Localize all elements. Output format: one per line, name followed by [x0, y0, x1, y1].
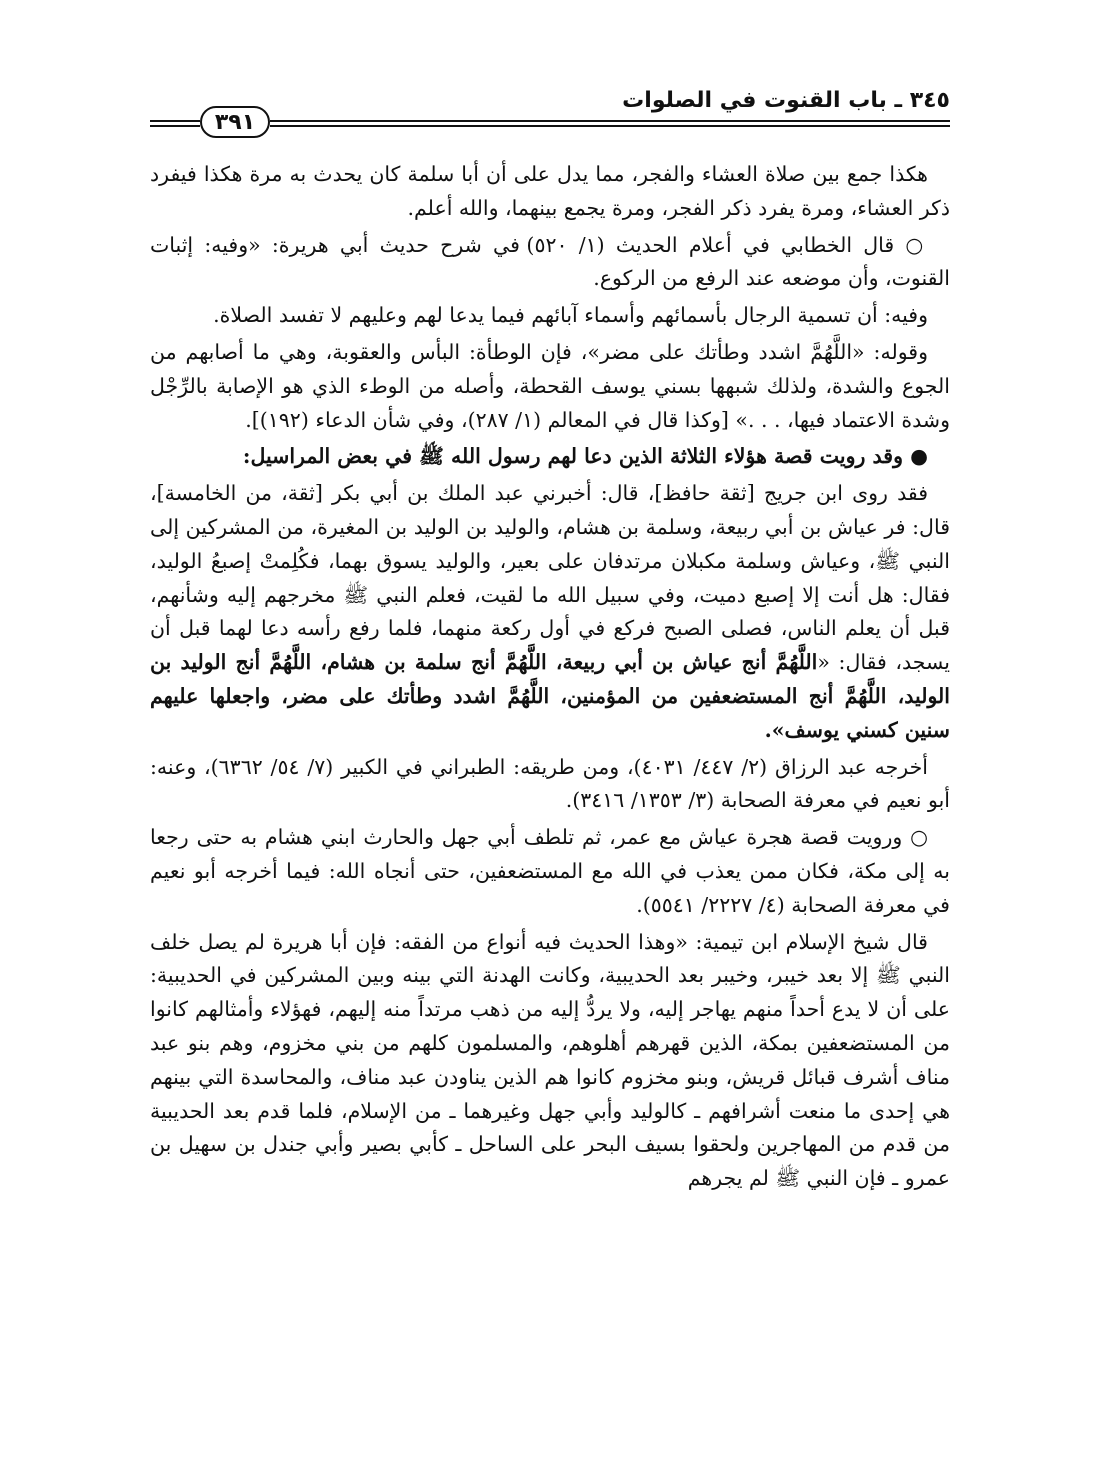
paragraph: ○ قال الخطابي في أعلام الحديث (١/ ٥٢٠) في شرح حديث أبي هريرة: «وفيه: إثبات القنوت، وأن موضعه عند الرفع من الركوع. — [150, 232, 950, 291]
header-rule — [270, 125, 950, 127]
paragraph — [150, 477, 950, 747]
paragraph: ○ ورويت قصة هجرة عياش مع عمر، ثم تلطف أبي جهل والحارث ابني هشام به حتى رجعا به إلى مكة، فكان ممن يعذب في الله مع المستضعفين، حتى أنجاه الله: فيما أخرجه أبو نعيم في معرفة الصحابة (٤/ ٢٢٢٧/ ٥٥٤١). — [150, 825, 950, 917]
header-rule — [150, 125, 200, 127]
paragraph: وفيه: أن تسمية الرجال بأسمائهم وأسماء آبائهم فيما يدعا لهم وعليهم لا تفسد الصلاة. — [213, 303, 928, 328]
header-rule — [270, 120, 950, 122]
page-header — [150, 86, 950, 146]
header-rule — [150, 120, 200, 122]
paragraph: وقوله: «اللَّهُمَّ اشدد وطأتك على مضر»، فإن الوطأة: البأس والعقوبة، وهي ما أصابهم من الجوع والشدة، ولذلك شبهها بسني يوسف القحطة، وأصله من الوطء الذي هو الإصابة بالرِّجْل وشدة الاعتماد فيها، . . .» [وكذا قال في المعالم (١/ ٢٨٧)، وفي شأن الدعاء (١٩٢)]. — [150, 339, 950, 432]
citation-paragraph: أخرجه عبد الرزاق (٢/ ٤٤٧/ ٤٠٣١)، ومن طريقه: الطبراني في الكبير (٧/ ٥٤/ ٦٣٦٢)، وعنه: أبو نعيم في معرفة الصحابة (٣/ ١٣٥٣/ ٣٤١٦). — [150, 754, 950, 813]
paragraph: قال شيخ الإسلام ابن تيمية: «وهذا الحديث فيه أنواع من الفقه: فإن أبا هريرة لم يصل خلف النبي ﷺ إلا بعد خيبر، وخيبر بعد الحديبية، وكانت الهدنة التي بينه وبين المشركين في الحديبية: على أن لا يدع أحداً منهم يهاجر إليه، ولا يردُّ إليه من ذهب مرتداً منه إليهم، فهؤلاء وأمثالهم كانوا من المستضعفين بمكة، الذين قهرهم أهلوهم، والمسلمون كلهم من بني مخزوم، وهم بنو عبد مناف أشرف قبائل قريش، وبنو مخزوم كانوا هم الذين يناودن عبد مناف، والمحاسدة التي بينهم هي إحدى ما منعت أشرافهم ـ كالوليد وأبي جهل وغيرهما ـ من الإسلام، فلما قدم بعد الحديبية من قدم من المهاجرين ولحقوا بسيف البحر على الساحل ـ كأبي بصير وأبي جندل بن سهيل بن عمرو ـ فإن النبي ﷺ لم يجرهم — [150, 929, 950, 1191]
paragraph: هكذا جمع بين صلاة العشاء والفجر، مما يدل على أن أبا سلمة كان يحدث به مرة هكذا فيفرد ذكر العشاء، ومرة يفرد ذكر الفجر، ومرة يجمع بينهما، والله أعلم. — [150, 162, 950, 220]
page-number-ornament — [150, 106, 950, 140]
page-number: ٣٩١ — [200, 106, 270, 138]
prophetic-supplication: اللَّهُمَّ أنج عياش بن أبي ربيعة، اللَّهُمَّ أنج سلمة بن هشام، اللَّهُمَّ أنج الوليد بن الوليد، اللَّهُمَّ أنج المستضعفين من المؤمنين، اللَّهُمَّ اشدد وطأتك على مضر، واجعلها عليهم سنين كسني يوسف». — [150, 650, 950, 742]
narration-text: فقد روى ابن جريج [ثقة حافظ]، قال: أخبرني عبد الملك بن أبي بكر [ثقة، من الخامسة]، قال: فر عياش بن أبي ربيعة، وسلمة بن هشام، والوليد بن الوليد بن المغيرة، من المشركين إلى النبي ﷺ، وعياش وسلمة مكبلان مرتدفان على بعير، والوليد يسوق بهما، فكُلِمتْ إصبعُ الوليد، فقال: هل أنت إلا إصبع دميت، وفي سبيل الله ما لقيت، فعلم النبي ﷺ مخرجهم إليه وشأنهم، قبل أن يعلم الناس، فصلى الصبح فركع في أول ركعة منهما، فلما رفع رأسه دعا لهما قبل أن يسجد، فقال: « — [150, 481, 950, 675]
chapter-title: ٣٤٥ ـ باب القنوت في الصلوات — [622, 88, 950, 113]
section-heading: ● وقد رويت قصة هؤلاء الثلاثة الذين دعا لهم رسول الله ﷺ في بعض المراسيل: — [242, 444, 928, 469]
body-text — [150, 158, 950, 1199]
